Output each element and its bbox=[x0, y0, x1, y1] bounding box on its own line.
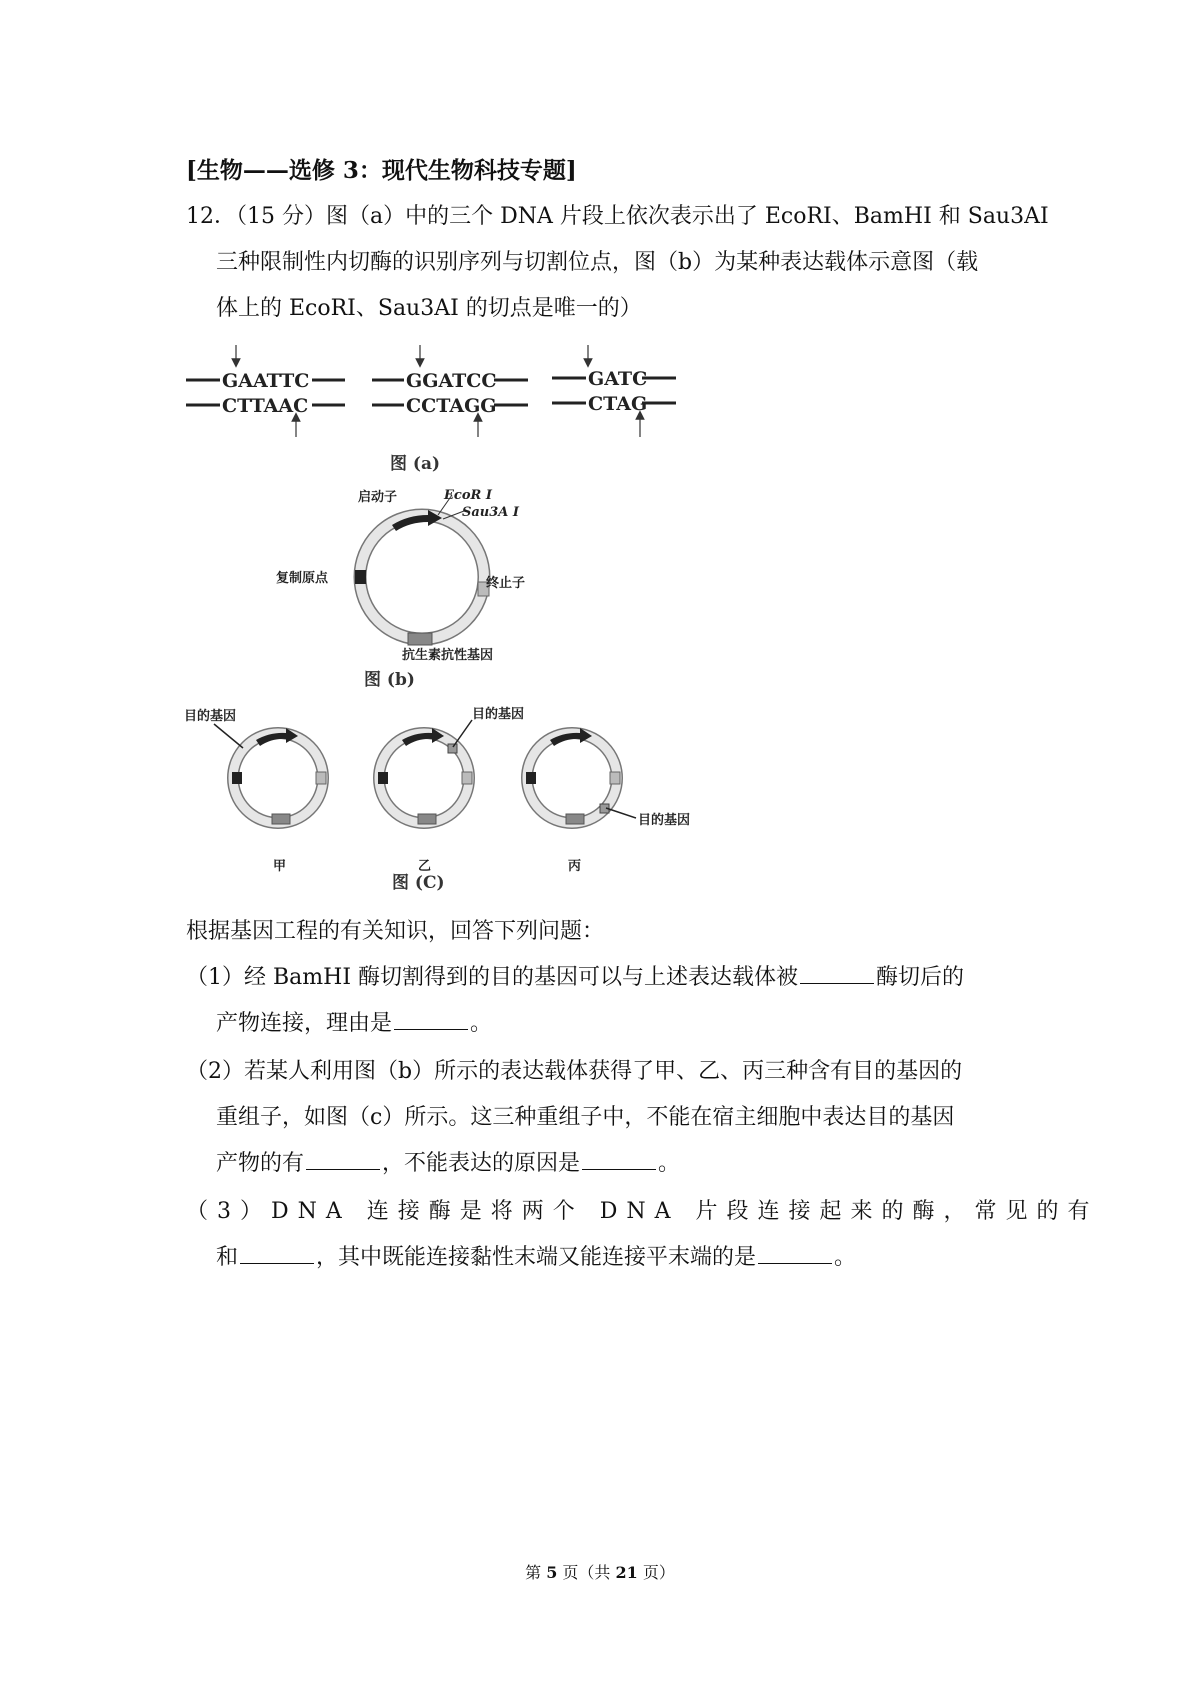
question-line-1 bbox=[186, 202, 1049, 232]
resistance-gene-block bbox=[408, 633, 432, 645]
question-line-3: 体上的 EcoRI、Sau3AI 的切点是唯一的） bbox=[216, 296, 642, 321]
page-mid: 页（共 bbox=[557, 1563, 616, 1582]
sub2-line1: （2）若某人利用图（b）所示的表达载体获得了甲、乙、丙三种含有目的基因的 bbox=[186, 1059, 963, 1084]
section-heading: [生物——选修 3：现代生物科技专题] bbox=[186, 157, 577, 184]
target-gene-pointer bbox=[606, 808, 636, 818]
sub3-text-2b: ，其中既能连接黏性末端又能连接平末端的是 bbox=[316, 1245, 757, 1270]
terminator-label: 终止子 bbox=[486, 576, 526, 591]
figure-c-caption: 图 (C) bbox=[392, 873, 445, 893]
figure-c bbox=[180, 700, 720, 890]
label-bing: 丙 bbox=[568, 859, 582, 874]
figure-b bbox=[180, 485, 660, 690]
seq2-bottom: CCTAGG bbox=[406, 395, 497, 417]
seq1-top: GAATTC bbox=[222, 370, 310, 392]
sub1-text-1: （1）经 BamHI 酶切割得到的目的基因可以与上述表达载体被 bbox=[186, 965, 799, 990]
sub3-line2 bbox=[216, 1243, 856, 1273]
sub1-text-2: 酶切后的 bbox=[876, 965, 965, 990]
sub2-line3 bbox=[216, 1149, 680, 1179]
page-suffix: 页） bbox=[637, 1563, 675, 1582]
seq3-bottom: CTAG bbox=[588, 393, 648, 415]
recombinant-bing bbox=[526, 728, 690, 874]
intro-text: 根据基因工程的有关知识，回答下列问题： bbox=[186, 919, 605, 944]
figure-a bbox=[180, 345, 700, 480]
seq1-bottom: CTTAAC bbox=[222, 395, 309, 417]
label-jia: 甲 bbox=[273, 859, 287, 874]
target-gene-label-yi: 目的基因 bbox=[472, 707, 525, 722]
total-pages: 21 bbox=[615, 1563, 638, 1582]
target-gene-label-jia: 目的基因 bbox=[184, 709, 237, 724]
sub3-text-2a: 和 bbox=[216, 1245, 239, 1270]
ecori-label: EcoR I bbox=[444, 488, 492, 503]
target-gene-pointer bbox=[453, 720, 472, 747]
recombinant-yi bbox=[378, 706, 524, 874]
current-page: 5 bbox=[546, 1563, 558, 1582]
answer-blank[interactable] bbox=[758, 1243, 832, 1264]
sub2-text-3a: 产物的有 bbox=[216, 1151, 305, 1176]
origin-label: 复制原点 bbox=[276, 571, 329, 586]
question-text-1: （15 分）图（a）中的三个 DNA 片段上依次表示出了 EcoRI、BamHI 和 Sau3AI bbox=[236, 204, 1049, 229]
promoter-label: 启动子 bbox=[358, 490, 398, 505]
answer-blank[interactable] bbox=[582, 1149, 656, 1170]
target-gene-pointer bbox=[214, 724, 243, 748]
figure-b-caption: 图 (b) bbox=[364, 670, 415, 690]
seq3-top: GATC bbox=[588, 368, 648, 390]
sub3-text-2c: 。 bbox=[834, 1245, 857, 1270]
sub1-text-4: 。 bbox=[470, 1011, 493, 1036]
page-prefix: 第 bbox=[525, 1563, 547, 1582]
origin-block bbox=[355, 570, 366, 584]
sau3ai-label: Sau3A I bbox=[462, 505, 520, 520]
resistance-label: 抗生素抗性基因 bbox=[402, 648, 494, 663]
target-gene-label-bing: 目的基因 bbox=[638, 813, 691, 828]
sub2-text-3b: ，不能表达的原因是 bbox=[382, 1151, 581, 1176]
answer-blank[interactable] bbox=[306, 1149, 380, 1170]
sub2-line2: 重组子，如图（c）所示。这三种重组子中，不能在宿主细胞中表达目的基因 bbox=[216, 1105, 955, 1130]
sub1-line2 bbox=[216, 1009, 492, 1039]
answer-blank[interactable] bbox=[240, 1243, 314, 1264]
sub1-line1 bbox=[186, 963, 964, 993]
sub2-text-3c: 。 bbox=[658, 1151, 681, 1176]
seq2-top: GGATCC bbox=[406, 370, 497, 392]
page-number bbox=[0, 1560, 1200, 1583]
recombinant-jia bbox=[184, 708, 326, 874]
figure-a-caption: 图 (a) bbox=[390, 454, 441, 474]
question-number: 12． bbox=[186, 204, 236, 229]
question-line-2: 三种限制性内切酶的识别序列与切割位点，图（b）为某种表达载体示意图（载 bbox=[216, 250, 979, 275]
label-yi: 乙 bbox=[418, 859, 432, 874]
sub1-text-3: 产物连接，理由是 bbox=[216, 1011, 393, 1036]
answer-blank[interactable] bbox=[800, 963, 874, 984]
sub3-line1: （3）DNA 连接酶是将两个 DNA 片段连接起来的酶，常见的有 bbox=[186, 1199, 1099, 1224]
answer-blank[interactable] bbox=[394, 1009, 468, 1030]
vector-ring bbox=[360, 515, 484, 639]
